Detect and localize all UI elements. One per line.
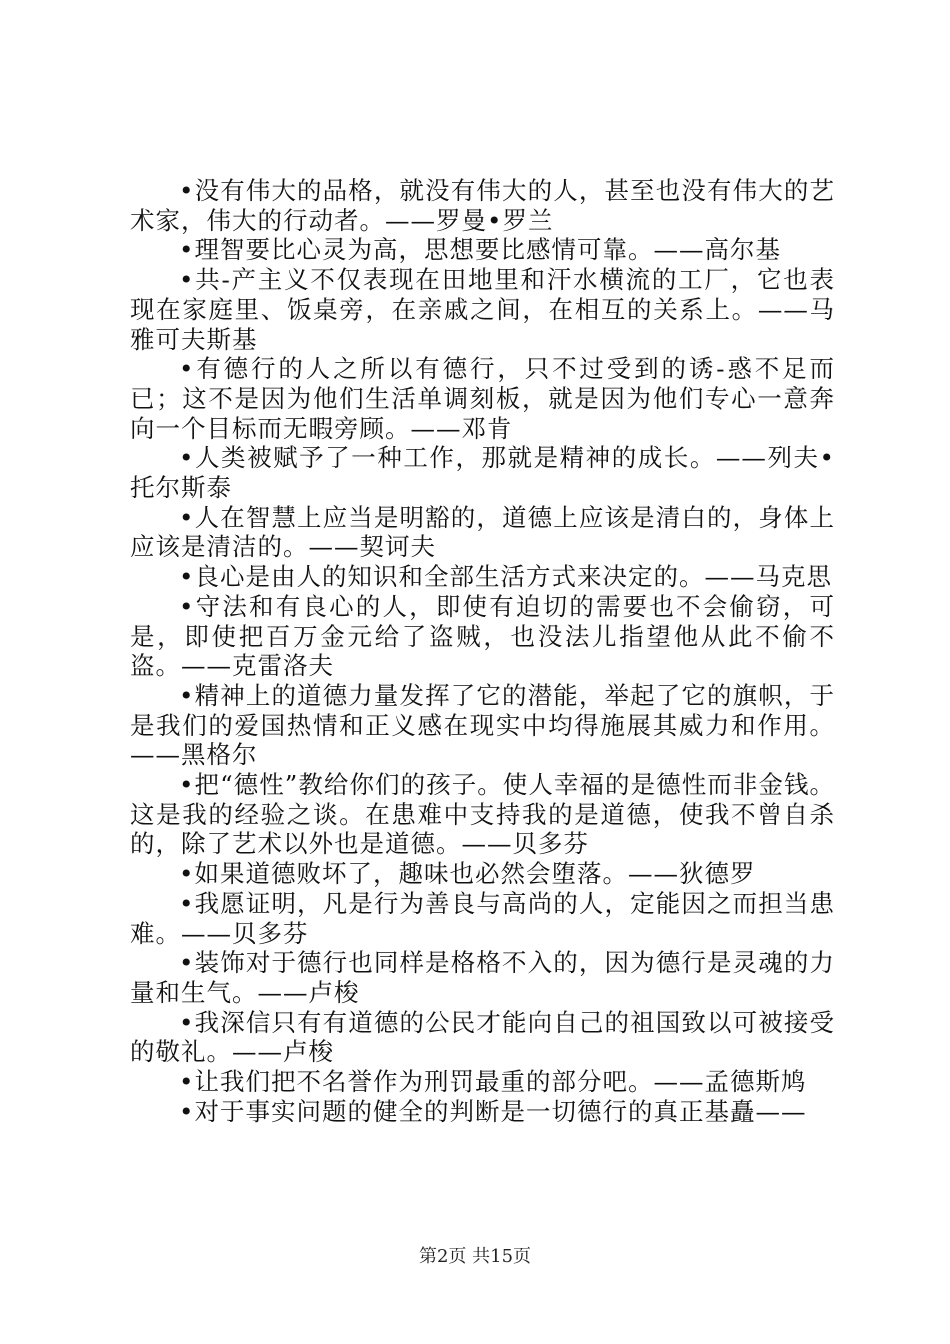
quote-paragraph: •良心是由人的知识和全部生活方式来决定的。——马克思 [179,562,832,592]
quote-paragraph: •对于事实问题的健全的判断是一切德行的真正基矗—— [179,1096,807,1126]
quote-paragraph: •我深信只有有道德的公民才能向自己的祖国致以可被接受的敬礼。——卢梭 [130,1007,835,1067]
page-number-footer: 第2页 共15页 [418,1246,532,1267]
quote-paragraph: •装饰对于德行也同样是格格不入的，因为德行是灵魂的力量和生气。——卢梭 [130,948,835,1007]
quote-paragraph: •让我们把不名誉作为刑罚最重的部分吧。——孟德斯鸠 [179,1067,807,1097]
quote-paragraph: •有德行的人之所以有德行，只不过受到的诱-惑不足而已；这不是因为他们生活单调刻板，就是因为他们专心一意奔向一个目标而无暇旁顾。——邓肯 [130,354,835,443]
quote-paragraph: •共-产主义不仅表现在田地里和汗水横流的工厂，它也表现在家庭里、饭桌旁，在亲戚之间，在相互的关系上。——马雅可夫斯基 [130,265,835,354]
quote-paragraph: •如果道德败坏了，趣味也必然会堕落。——狄德罗 [179,859,756,889]
quote-paragraph: •理智要比心灵为高，思想要比感情可靠。——高尔基 [179,235,781,265]
quote-paragraph: •我愿证明，凡是行为善良与高尚的人，定能因之而担当患难。——贝多芬 [130,888,835,948]
quote-paragraph: •没有伟大的品格，就没有伟大的人，甚至也没有伟大的艺术家，伟大的行动者。——罗曼•罗兰 [130,176,835,235]
quote-paragraph: •人类被赋予了一种工作，那就是精神的成长。——列夫•托尔斯泰 [130,443,835,503]
quote-paragraph: •人在智慧上应当是明豁的，道德上应该是清白的，身体上应该是清洁的。——契诃夫 [130,502,835,562]
document-body [130,176,835,1127]
quote-paragraph: •精神上的道德力量发挥了它的潜能，举起了它的旗帜，于是我们的爱国热情和正义感在现实中均得施展其威力和作用。——黑格尔 [130,680,835,770]
quote-paragraph: •守法和有良心的人，即使有迫切的需要也不会偷窃，可是，即使把百万金元给了盗贼，也没法儿指望他从此不偷不盗。——克雷洛夫 [130,591,835,681]
quote-paragraph: •把“德性”教给你们的孩子。使人幸福的是德性而非金钱。这是我的经验之谈。在患难中支持我的是道德，使我不曾自杀的，除了艺术以外也是道德。——贝多芬 [130,770,835,859]
